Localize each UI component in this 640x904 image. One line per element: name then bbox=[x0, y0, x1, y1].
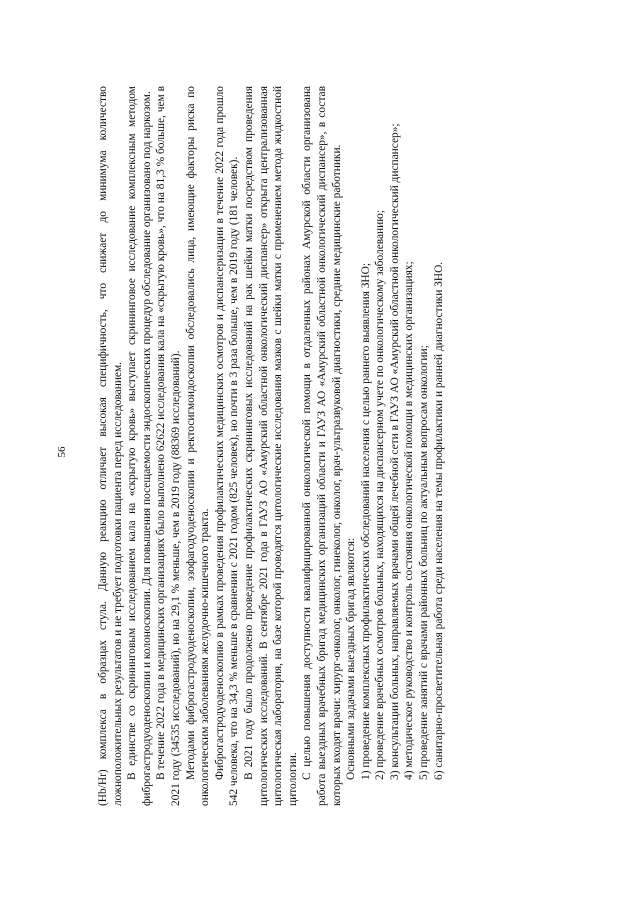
paragraph: В течение 2022 года в медицинских организациях было выполнено 62622 исследования кала на «скрытую кровь», что на 81,3 % больше, чем в 2021 году (34535 исследований), но на 29,1 % меньше, чем в 2019 году (88369 исследований). bbox=[155, 86, 182, 806]
paragraph: В единстве со скрининговым исследованием кала на «скрытую кровь» выступает скрининговое исследование комплексным методом фиброгастродуоденоскопии и колоноскопии. Для повышения посещаемости эндоскопических процедур обследование организовано под наркозом. bbox=[126, 86, 153, 806]
paragraph: С целью повышения доступности квалифицированной онкологической помощи в отдаленных районах Амурской области организована работа выездных врачебных бригад медицинских организаций области и ГАУЗ АО «Амурский областной онкологический диспансер», в состав которых входят врачи: хирург-онколог, онколог, гинеколог, онколог, врач-ультразвуковой диагностики, средние медицинские работники. bbox=[301, 86, 343, 806]
paragraph: Фиброгастродуоденоскопию в рамках проведения профилактических медицинских осмотров и диспансеризации в течение 2022 года прошло 542 человека, что на 34,3 % меньше в сравнении с 2021 годом (825 человек), но почти в 3 раза больше, чем в 2019 году (181 человек). bbox=[213, 86, 241, 806]
list-item: 1) проведение комплексных профилактических обследований населения с целью раннего выявления ЗНО; bbox=[359, 262, 372, 780]
list-item: 3) консультации больных, направляемых врачами общей лечебной сети в ГАУЗ АО «Амурский областной онкологический диспансер»; bbox=[388, 123, 401, 780]
paragraph: Методами фиброгастродуоденоскопии, эзофагодуоденоскопии и ректосигмоидоскопии обследовались лица, имеющие факторы риска по онкологическим заболеваниям желудочно-кишечного тракта. bbox=[184, 86, 212, 806]
page-number: 56 bbox=[56, 446, 68, 458]
paragraph: В 2021 году было продолжено проведение профилактических скрининговых исследований на рак шейки матки посредством проведения цитологических исследований. В сентябре 2021 года в ГАУЗ АО «Амурский областной онкологический диспансер» открыта централизованная цитологическая лаборатория, на базе которой проводятся цитологические исследования мазков с шейки матки с применением метода жидкостной цитологии. bbox=[242, 86, 299, 806]
list-item: 6) санитарно-просветительная работа среди населения на темы профилактики и ранней диагностики ЗНО. bbox=[432, 261, 445, 780]
list-item: 2) проведение врачебных осмотров больных, находящихся на диспансерном учете по онкологическому заболеванию; bbox=[374, 210, 387, 780]
body-text bbox=[96, 86, 446, 806]
list-item: 4) методическое руководство и контроль состояния онкологической помощи в медицинских организациях; bbox=[403, 261, 416, 780]
list-intro: Основными задачами выездных бригад являются: bbox=[345, 537, 358, 780]
list-item: 5) проведение занятий с врачами районных больниц по актуальным вопросам онкологии; bbox=[418, 345, 431, 780]
paragraph: (Hb/Hr) комплекса в образцах стула. Данную реакцию отличает высокая специфичность, что снижает до минимума количество ложноположительных результатов и не требует подготовки пациента перед исследованием. bbox=[97, 86, 124, 806]
